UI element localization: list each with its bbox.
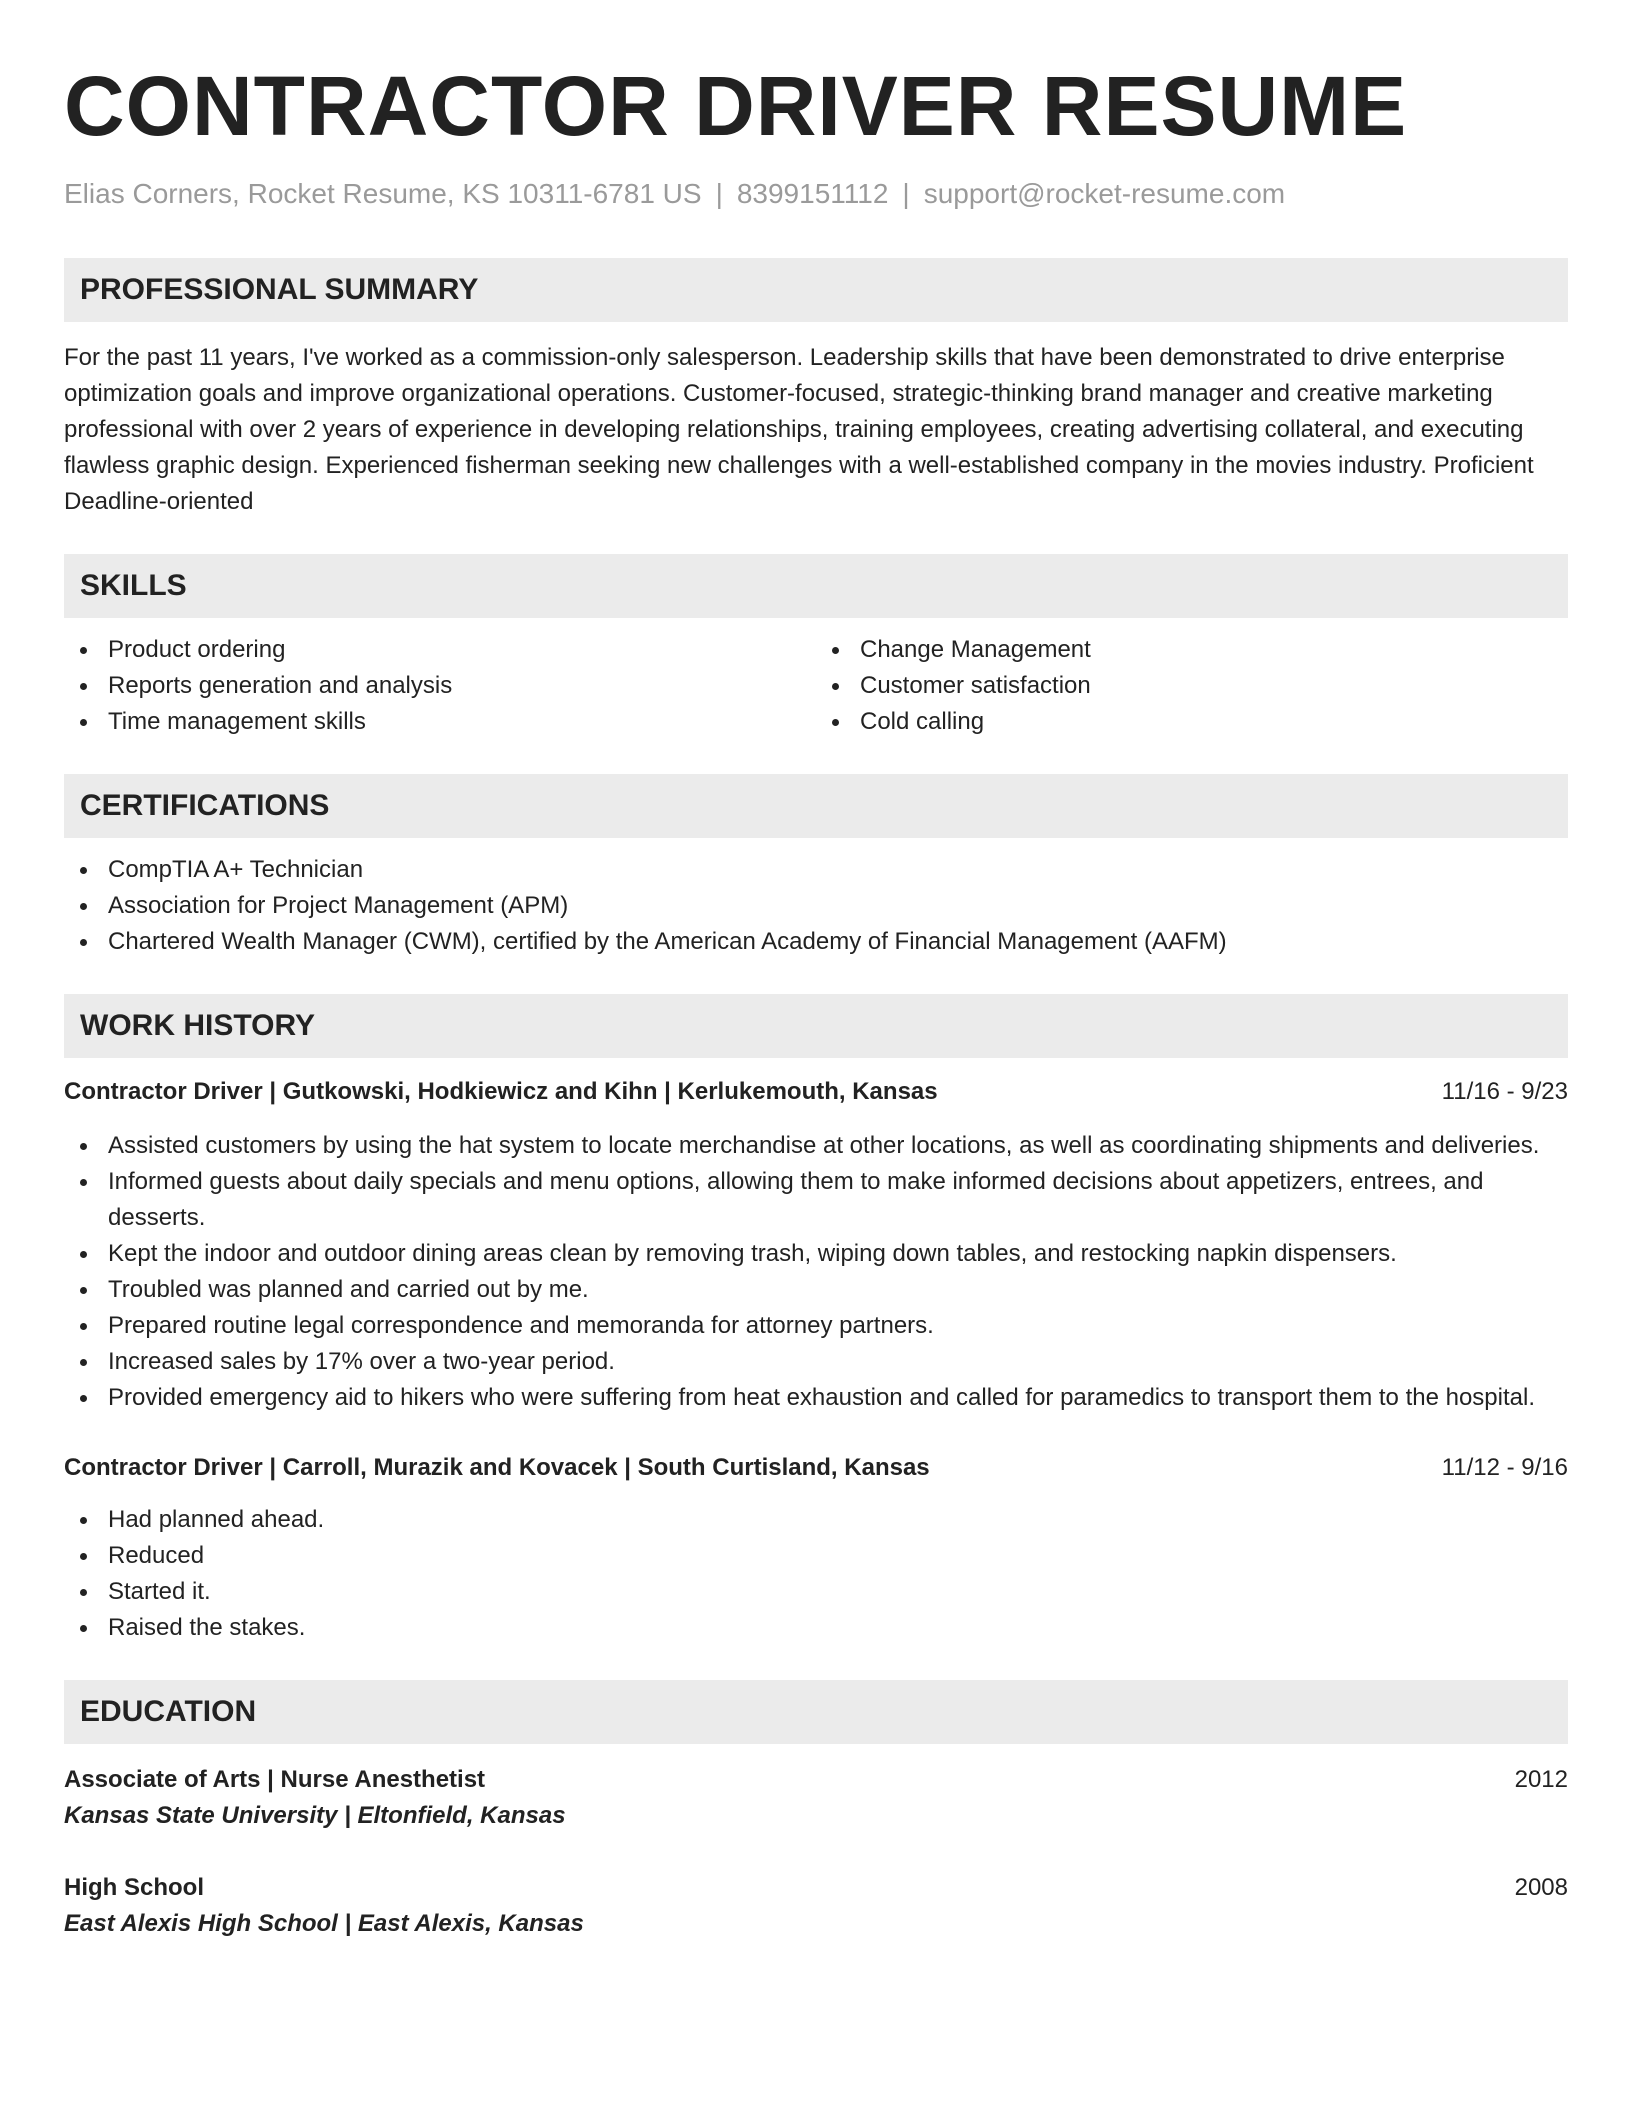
contact-separator: | — [715, 178, 723, 209]
certification-item: Chartered Wealth Manager (CWM), certified by the American Academy of Financial Management (AAFM) — [64, 924, 1568, 960]
contact-address: Elias Corners, Rocket Resume, KS 10311-6781 US — [64, 178, 702, 209]
summary-heading: PROFESSIONAL SUMMARY — [64, 258, 1568, 322]
job-title: Contractor Driver | Carroll, Murazik and Kovacek | South Curtisland, Kansas — [64, 1454, 930, 1481]
job-entry — [64, 1450, 1568, 1646]
skill-item: Change Management — [816, 632, 1568, 668]
job-dates: 11/12 - 9/16 — [1441, 1454, 1568, 1481]
contact-line — [64, 176, 1568, 212]
certification-item: Association for Project Management (APM) — [64, 888, 1568, 924]
certification-item: CompTIA A+ Technician — [64, 852, 1568, 888]
job-bullet: Assisted customers by using the hat system to locate merchandise at other locations, as well as coordinating shipments and deliveries. — [64, 1128, 1568, 1164]
job-bullet: Reduced — [64, 1538, 1568, 1574]
education-heading: EDUCATION — [64, 1680, 1568, 1744]
job-bullet: Raised the stakes. — [64, 1610, 1568, 1646]
certifications-section — [64, 774, 1568, 960]
job-entry — [64, 1074, 1568, 1416]
job-bullet: Informed guests about daily specials and menu options, allowing them to make informed decisions about appetizers, entrees, and desserts. — [64, 1164, 1568, 1236]
contact-email: support@rocket-resume.com — [923, 178, 1286, 209]
education-header — [64, 1762, 1568, 1798]
job-header — [64, 1450, 1568, 1486]
education-school: Kansas State University | Eltonfield, Kansas — [64, 1802, 566, 1829]
education-section — [64, 1680, 1568, 1942]
contact-separator: | — [902, 178, 910, 209]
skills-grid — [64, 632, 1568, 740]
skills-heading: SKILLS — [64, 554, 1568, 618]
job-bullets — [64, 1502, 1568, 1646]
job-bullet: Provided emergency aid to hikers who were suffering from heat exhaustion and called for paramedics to transport them to the hospital. — [64, 1380, 1568, 1416]
work-history-heading: WORK HISTORY — [64, 994, 1568, 1058]
job-bullets — [64, 1128, 1568, 1416]
job-bullet: Troubled was planned and carried out by me. — [64, 1272, 1568, 1308]
job-bullet: Prepared routine legal correspondence and memoranda for attorney partners. — [64, 1308, 1568, 1344]
education-year: 2008 — [1514, 1874, 1568, 1901]
skill-item: Cold calling — [816, 704, 1568, 740]
job-bullet: Had planned ahead. — [64, 1502, 1568, 1538]
job-bullet: Started it. — [64, 1574, 1568, 1610]
job-bullet: Kept the indoor and outdoor dining areas clean by removing trash, wiping down tables, and restocking napkin dispensers. — [64, 1236, 1568, 1272]
contact-phone: 8399151112 — [736, 178, 889, 209]
skills-section — [64, 554, 1568, 740]
work-history-section — [64, 994, 1568, 1646]
skill-item: Reports generation and analysis — [64, 668, 816, 704]
education-entry — [64, 1762, 1568, 1834]
skill-item: Product ordering — [64, 632, 816, 668]
summary-text: For the past 11 years, I've worked as a commission-only salesperson. Leadership skills that have been demonstrated to drive enterprise optimization goals and improve organizational operations. Customer-focused, strategic-thinking brand manager and creative marketing professional with over 2 years of experience in developing relationships, training employees, creating advertising collateral, and executing flawless graphic design. Experienced fisherman seeking new challenges with a well-established company in the movies industry. Proficient Deadline-oriented — [64, 344, 1534, 515]
skills-column-left — [64, 632, 816, 740]
skills-column-right — [816, 632, 1568, 740]
summary-section — [64, 258, 1568, 520]
education-header — [64, 1870, 1568, 1906]
job-title: Contractor Driver | Gutkowski, Hodkiewicz and Kihn | Kerlukemouth, Kansas — [64, 1078, 938, 1105]
job-bullet: Increased sales by 17% over a two-year period. — [64, 1344, 1568, 1380]
certifications-list — [64, 852, 1568, 960]
education-year: 2012 — [1514, 1766, 1568, 1793]
job-dates: 11/16 - 9/23 — [1441, 1078, 1568, 1105]
certifications-heading: CERTIFICATIONS — [64, 774, 1568, 838]
resume-title: CONTRACTOR DRIVER RESUME — [64, 59, 1408, 153]
skill-item: Customer satisfaction — [816, 668, 1568, 704]
education-degree: Associate of Arts | Nurse Anesthetist — [64, 1766, 486, 1793]
skill-item: Time management skills — [64, 704, 816, 740]
job-header — [64, 1074, 1568, 1110]
education-degree: High School — [64, 1874, 204, 1901]
education-school: East Alexis High School | East Alexis, Kansas — [64, 1910, 584, 1937]
education-entry — [64, 1870, 1568, 1942]
